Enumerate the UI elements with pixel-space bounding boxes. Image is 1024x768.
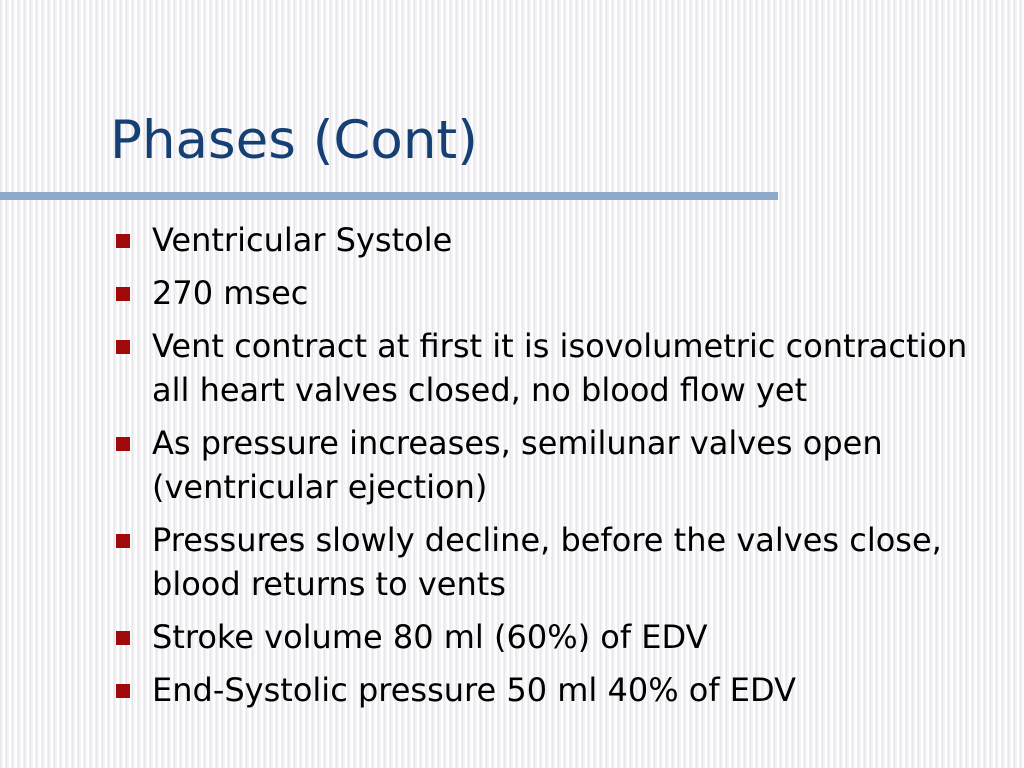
square-bullet-icon xyxy=(116,631,130,645)
bullet-item xyxy=(116,668,976,712)
square-bullet-icon xyxy=(116,340,130,354)
square-bullet-icon xyxy=(116,684,130,698)
bullet-item xyxy=(116,324,976,412)
bullet-text: End-Systolic pressure 50 ml 40% of EDV xyxy=(152,671,796,709)
bullet-text: Ventricular Systole xyxy=(152,221,453,259)
bullet-item xyxy=(116,271,976,315)
bullet-list xyxy=(116,218,976,721)
bullet-item xyxy=(116,518,976,606)
bullet-text: Pressures slowly decline, before the valves close, blood returns to vents xyxy=(152,521,942,603)
bullet-text: Vent contract at first it is isovolumetric contraction all heart valves closed, no blood flow yet xyxy=(152,327,968,409)
bullet-item xyxy=(116,218,976,262)
square-bullet-icon xyxy=(116,534,130,548)
square-bullet-icon xyxy=(116,287,130,301)
bullet-text: As pressure increases, semilunar valves open (ventricular ejection) xyxy=(152,424,883,506)
bullet-item xyxy=(116,421,976,509)
bullet-text: Stroke volume 80 ml (60%) of EDV xyxy=(152,618,708,656)
bullet-text: 270 msec xyxy=(152,274,309,312)
slide-title: Phases (Cont) xyxy=(110,110,478,171)
square-bullet-icon xyxy=(116,234,130,248)
bullet-item xyxy=(116,615,976,659)
square-bullet-icon xyxy=(116,437,130,451)
title-divider xyxy=(0,192,778,200)
